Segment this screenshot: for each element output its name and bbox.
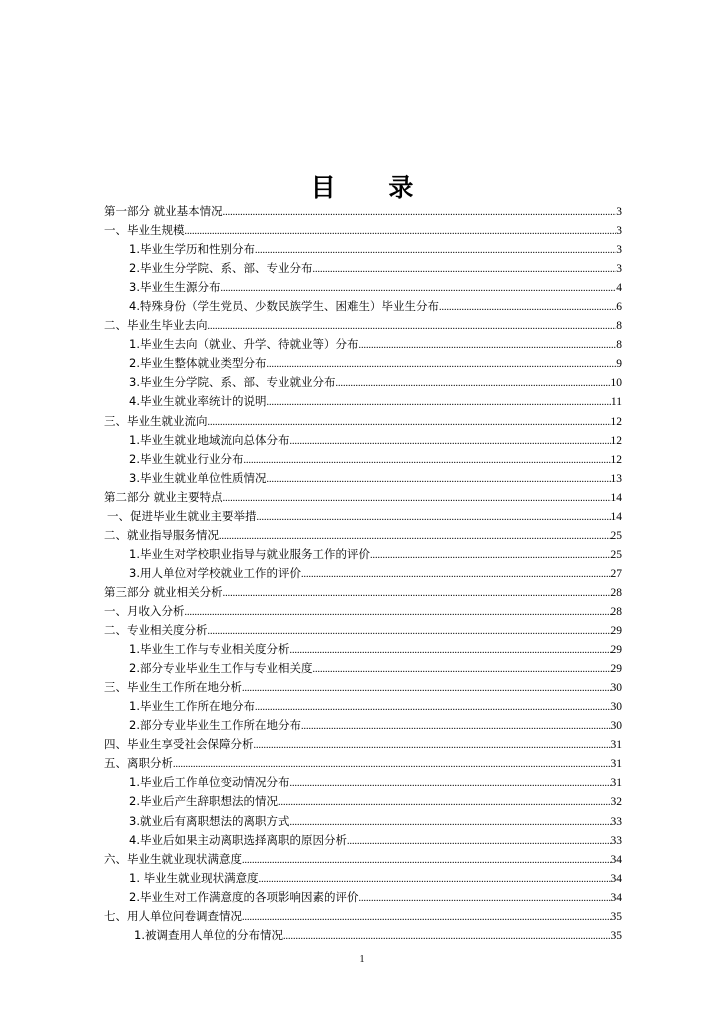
dot-leader: [266, 474, 610, 485]
dot-leader: [173, 759, 611, 770]
toc-entry-page-number: 35: [610, 929, 622, 942]
toc-entry[interactable]: [104, 546, 622, 565]
dot-leader: [254, 740, 611, 751]
dot-leader: [259, 874, 611, 885]
toc-entry-page-number: 14: [610, 510, 622, 523]
toc-entry-label: 3.用人单位对学校就业工作的评价: [129, 565, 301, 580]
toc-entry-page-number: 31: [610, 758, 622, 771]
dot-leader: [301, 721, 611, 732]
toc-entry-label: 3.毕业生分学院、系、部、专业就业分布: [129, 375, 336, 390]
toc-entry-label: 五、离职分析: [104, 756, 173, 771]
dot-leader: [370, 550, 611, 561]
dot-leader: [185, 607, 611, 618]
toc-entry[interactable]: [104, 222, 622, 241]
toc-entry[interactable]: [104, 927, 622, 946]
toc-entry-page-number: 29: [610, 663, 622, 676]
toc-entry[interactable]: [104, 279, 622, 298]
dot-leader: [208, 321, 617, 332]
toc-entry-page-number: 30: [610, 682, 622, 695]
toc-entry-page-number: 28: [610, 586, 622, 599]
dot-leader: [347, 836, 611, 847]
toc-entry-page-number: 10: [610, 377, 622, 390]
toc-entry[interactable]: [104, 432, 622, 451]
table-of-contents: [104, 203, 622, 946]
toc-entry-label: 1.毕业后工作单位变动情况分布: [129, 775, 290, 790]
toc-entry[interactable]: [104, 374, 622, 393]
toc-entry[interactable]: [104, 413, 622, 432]
toc-entry[interactable]: [104, 336, 622, 355]
toc-entry[interactable]: [104, 470, 622, 489]
toc-entry-label: 1.毕业生学历和性别分布: [129, 242, 255, 257]
dot-leader: [219, 531, 611, 542]
toc-entry-page-number: 28: [610, 605, 622, 618]
toc-entry-label: 1. 毕业生就业现状满意度: [129, 870, 259, 885]
toc-entry-page-number: 30: [610, 720, 622, 733]
toc-entry-page-number: 12: [610, 453, 622, 466]
dot-leader: [289, 817, 610, 828]
toc-entry-label: 一、月收入分析: [104, 603, 185, 618]
toc-entry-label: 1.毕业生就业地域流向总体分布: [129, 432, 290, 447]
toc-entry-page-number: 34: [610, 872, 622, 885]
dot-leader: [266, 359, 616, 370]
toc-entry-page-number: 12: [610, 434, 622, 447]
toc-entry-label: 一、促进毕业生就业主要举措: [107, 508, 257, 523]
toc-entry-label: 七、用人单位问卷调查情况: [104, 908, 242, 923]
toc-entry-page-number: 8: [616, 339, 622, 352]
toc-entry-page-number: 31: [610, 739, 622, 752]
toc-entry[interactable]: [104, 698, 622, 717]
toc-entry-label: 1.毕业生工作与专业相关度分析: [129, 642, 290, 657]
dot-leader: [223, 493, 611, 504]
toc-entry[interactable]: [104, 851, 622, 870]
toc-entry[interactable]: [104, 584, 622, 603]
dot-leader: [278, 797, 611, 808]
dot-leader: [255, 245, 616, 256]
toc-entry-page-number: 31: [610, 777, 622, 790]
toc-entry-label: 3.就业后有离职想法的离职方式: [129, 813, 290, 828]
dot-leader: [335, 378, 610, 389]
toc-entry-label: 1.毕业生工作所在地分布: [129, 699, 255, 714]
toc-entry[interactable]: [104, 508, 622, 527]
toc-entry-label: 2.毕业生就业行业分布: [129, 451, 244, 466]
toc-entry-label: 二、专业相关度分析: [104, 623, 208, 638]
toc-entry-page-number: 8: [616, 320, 622, 333]
toc-entry[interactable]: [104, 260, 622, 279]
dot-leader: [223, 588, 611, 599]
toc-entry[interactable]: [104, 451, 622, 470]
toc-entry[interactable]: [104, 298, 622, 317]
toc-entry-page-number: 27: [610, 567, 622, 580]
toc-entry[interactable]: [104, 736, 622, 755]
toc-entry-label: 三、毕业生工作所在地分析: [104, 680, 242, 695]
toc-entry[interactable]: [104, 393, 622, 412]
toc-entry-page-number: 29: [610, 644, 622, 657]
toc-entry-page-number: 13: [610, 472, 622, 485]
toc-entry-label: 六、毕业生就业现状满意度: [104, 851, 242, 866]
toc-entry-page-number: 29: [610, 625, 622, 638]
toc-entry-page-number: 25: [610, 548, 622, 561]
dot-leader: [289, 645, 610, 656]
toc-entry-label: 2.部分专业毕业生工作所在地分布: [129, 718, 301, 733]
toc-entry[interactable]: [104, 622, 622, 641]
toc-entry-page-number: 11: [610, 396, 622, 409]
toc-entry-label: 2.部分专业毕业生工作与专业相关度: [129, 661, 313, 676]
toc-entry[interactable]: [104, 813, 622, 832]
toc-entry[interactable]: [104, 679, 622, 698]
toc-entry-label: 2.毕业生分学院、系、部、专业分布: [129, 261, 313, 276]
dot-leader: [289, 778, 610, 789]
toc-entry-label: 1.毕业生对学校职业指导与就业服务工作的评价: [129, 546, 370, 561]
toc-entry-page-number: 3: [616, 263, 622, 276]
toc-entry-label: 一、毕业生规模: [104, 223, 185, 238]
dot-leader: [208, 626, 611, 637]
dot-leader: [255, 702, 611, 713]
toc-entry-label: 第三部分 就业相关分析: [104, 584, 223, 599]
dot-leader: [301, 569, 611, 580]
toc-entry-label: 4.毕业后如果主动离职选择离职的原因分析: [129, 832, 347, 847]
toc-entry-page-number: 32: [610, 796, 622, 809]
dot-leader: [243, 455, 610, 466]
toc-entry-page-number: 34: [610, 853, 622, 866]
toc-entry-label: 三、毕业生就业流向: [104, 413, 208, 428]
dot-leader: [242, 683, 611, 694]
dot-leader: [358, 893, 610, 904]
toc-entry-page-number: 9: [616, 358, 622, 371]
toc-entry[interactable]: [104, 908, 622, 927]
toc-entry-page-number: 33: [610, 815, 622, 828]
toc-entry-page-number: 4: [616, 282, 622, 295]
dot-leader: [312, 664, 610, 675]
toc-entry[interactable]: [104, 717, 622, 736]
toc-entry-label: 4.特殊身份（学生党员、少数民族学生、困难生）毕业生分布: [129, 299, 439, 314]
toc-entry[interactable]: [104, 241, 622, 260]
toc-entry-page-number: 33: [610, 834, 622, 847]
dot-leader: [358, 340, 616, 351]
toc-entry-label: 3.毕业生就业单位性质情况: [129, 470, 267, 485]
toc-entry-page-number: 35: [610, 910, 622, 923]
toc-entry[interactable]: [104, 660, 622, 679]
toc-entry-page-number: 3: [616, 225, 622, 238]
toc-entry-page-number: 3: [616, 244, 622, 257]
page-number: 1: [359, 954, 365, 965]
toc-entry-page-number: 30: [610, 701, 622, 714]
toc-entry-label: 2.毕业生对工作满意度的各项影响因素的评价: [129, 889, 359, 904]
toc-entry-label: 4.毕业生就业率统计的说明: [129, 394, 267, 409]
toc-entry[interactable]: [104, 793, 622, 812]
toc-entry-page-number: 6: [616, 301, 622, 314]
toc-entry[interactable]: [104, 355, 622, 374]
dot-leader: [242, 855, 611, 866]
toc-entry-label: 第一部分 就业基本情况: [104, 204, 223, 218]
dot-leader: [283, 931, 611, 942]
toc-entry[interactable]: [104, 565, 622, 584]
dot-leader: [289, 436, 610, 447]
dot-leader: [439, 302, 616, 313]
toc-entry[interactable]: [104, 203, 622, 222]
toc-entry-page-number: 34: [610, 891, 622, 904]
toc-entry-label: 3.毕业生生源分布: [129, 280, 221, 295]
dot-leader: [242, 912, 611, 923]
dot-leader: [208, 417, 611, 428]
toc-entry-page-number: 12: [610, 415, 622, 428]
toc-entry-page-number: 25: [610, 529, 622, 542]
toc-entry-page-number: 3: [616, 206, 622, 218]
toc-entry-label: 二、毕业生毕业去向: [104, 318, 208, 333]
toc-entry[interactable]: [104, 889, 622, 908]
toc-entry[interactable]: [104, 641, 622, 660]
toc-entry-page-number: 14: [610, 491, 622, 504]
toc-entry[interactable]: [104, 489, 622, 508]
dot-leader: [266, 397, 610, 408]
dot-leader: [257, 512, 611, 523]
dot-leader: [185, 226, 617, 237]
toc-entry-label: 1.毕业生去向（就业、升学、待就业等）分布: [129, 337, 359, 352]
toc-entry-label: 四、毕业生享受社会保障分析: [104, 737, 254, 752]
document-title: 目 录: [310, 173, 436, 202]
toc-entry-label: 2.毕业生整体就业类型分布: [129, 356, 267, 371]
toc-entry[interactable]: [104, 774, 622, 793]
toc-entry[interactable]: [104, 755, 622, 774]
toc-entry[interactable]: [104, 603, 622, 622]
dot-leader: [223, 207, 617, 218]
toc-entry[interactable]: [104, 317, 622, 336]
toc-entry-label: 1.被调查用人单位的分布情况: [134, 927, 283, 942]
toc-entry-label: 二、就业指导服务情况: [104, 527, 219, 542]
dot-leader: [312, 264, 616, 275]
toc-entry-label: 2.毕业后产生辞职想法的情况: [129, 794, 278, 809]
toc-entry[interactable]: [104, 832, 622, 851]
toc-entry-label: 第二部分 就业主要特点: [104, 489, 223, 504]
toc-entry[interactable]: [104, 870, 622, 889]
dot-leader: [220, 283, 616, 294]
toc-entry[interactable]: [104, 527, 622, 546]
